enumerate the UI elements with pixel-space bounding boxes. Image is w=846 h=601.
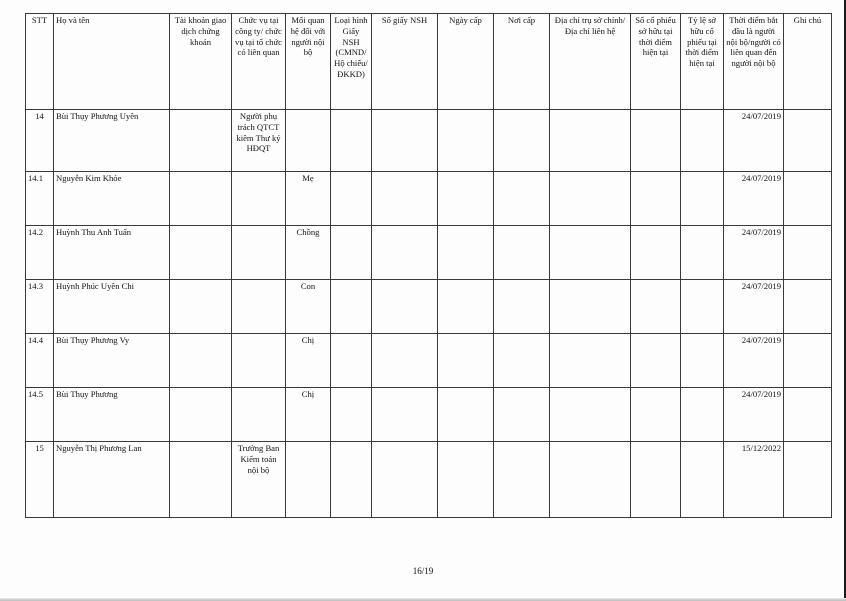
header-note: Ghi chú (784, 14, 832, 110)
cell-trading-account (170, 172, 232, 226)
cell-address (550, 110, 631, 172)
table-header-row (26, 14, 832, 110)
cell-issue-date (438, 442, 494, 518)
table-row (26, 388, 832, 442)
page-number: 16/19 (412, 566, 434, 576)
cell-issue-date (438, 226, 494, 280)
cell-address (550, 442, 631, 518)
cell-position: Trưởng Ban Kiểm toán nội bộ (232, 442, 286, 518)
cell-position (232, 334, 286, 388)
cell-stt: 14.3 (26, 280, 54, 334)
cell-ownership-ratio (681, 110, 724, 172)
cell-ownership-ratio (681, 442, 724, 518)
cell-id-number (372, 110, 438, 172)
cell-start-date: 24/07/2019 (724, 110, 784, 172)
table-row (26, 226, 832, 280)
table-row (26, 110, 832, 172)
cell-position (232, 280, 286, 334)
cell-issue-place (494, 442, 550, 518)
cell-stt: 14.5 (26, 388, 54, 442)
cell-issue-date (438, 172, 494, 226)
cell-address (550, 280, 631, 334)
cell-name: Bùi Thụy Phương (54, 388, 170, 442)
header-start-date: Thời điểm bắt đầu là người nội bộ/người có liên quan đến người nội bộ (724, 14, 784, 110)
cell-shares (631, 442, 681, 518)
cell-note (784, 110, 832, 172)
cell-issue-date (438, 280, 494, 334)
cell-ownership-ratio (681, 388, 724, 442)
cell-note (784, 172, 832, 226)
cell-issue-date (438, 334, 494, 388)
cell-ownership-ratio (681, 226, 724, 280)
cell-trading-account (170, 442, 232, 518)
cell-issue-place (494, 388, 550, 442)
cell-id-number (372, 172, 438, 226)
header-shares: Số cổ phiếu sở hữu tại thời điểm hiện tại (631, 14, 681, 110)
header-trading-account: Tài khoản giao dịch chứng khoán (170, 14, 232, 110)
cell-note (784, 442, 832, 518)
cell-address (550, 334, 631, 388)
cell-id-type (331, 280, 372, 334)
cell-trading-account (170, 388, 232, 442)
cell-note (784, 334, 832, 388)
cell-position (232, 226, 286, 280)
header-name: Họ và tên (54, 14, 170, 110)
cell-relation: Chị (286, 388, 331, 442)
cell-relation: Con (286, 280, 331, 334)
cell-trading-account (170, 226, 232, 280)
cell-start-date: 24/07/2019 (724, 280, 784, 334)
cell-id-number (372, 334, 438, 388)
cell-stt: 14.4 (26, 334, 54, 388)
header-id-number: Số giấy NSH (372, 14, 438, 110)
cell-relation: Chị (286, 334, 331, 388)
cell-position (232, 172, 286, 226)
cell-relation (286, 442, 331, 518)
table-row (26, 172, 832, 226)
cell-issue-date (438, 110, 494, 172)
cell-shares (631, 280, 681, 334)
cell-name: Nguyễn Kim Khỏe (54, 172, 170, 226)
cell-note (784, 226, 832, 280)
header-position: Chức vụ tại công ty/ chức vụ tại tổ chức có liên quan (232, 14, 286, 110)
header-issue-place: Nơi cấp (494, 14, 550, 110)
cell-shares (631, 388, 681, 442)
cell-name: Bùi Thụy Phương Vy (54, 334, 170, 388)
cell-start-date: 15/12/2022 (724, 442, 784, 518)
cell-note (784, 280, 832, 334)
cell-ownership-ratio (681, 172, 724, 226)
cell-trading-account (170, 110, 232, 172)
cell-relation (286, 110, 331, 172)
cell-shares (631, 334, 681, 388)
cell-issue-place (494, 110, 550, 172)
cell-issue-place (494, 280, 550, 334)
cell-name: Huỳnh Thu Anh Tuấn (54, 226, 170, 280)
cell-relation: Chồng (286, 226, 331, 280)
cell-ownership-ratio (681, 334, 724, 388)
cell-relation: Mẹ (286, 172, 331, 226)
cell-id-type (331, 442, 372, 518)
cell-issue-date (438, 388, 494, 442)
table-row (26, 442, 832, 518)
cell-trading-account (170, 280, 232, 334)
insider-table (25, 13, 832, 518)
cell-id-type (331, 172, 372, 226)
cell-id-type (331, 388, 372, 442)
header-issue-date: Ngày cấp (438, 14, 494, 110)
cell-issue-place (494, 334, 550, 388)
cell-name: Huỳnh Phúc Uyên Chi (54, 280, 170, 334)
table-row (26, 334, 832, 388)
cell-issue-place (494, 172, 550, 226)
cell-id-number (372, 388, 438, 442)
cell-address (550, 226, 631, 280)
header-ownership-ratio: Tỷ lệ sở hữu cổ phiếu tại thời điểm hiện tại (681, 14, 724, 110)
cell-shares (631, 110, 681, 172)
cell-position: Người phụ trách QTCT kiêm Thư ký HĐQT (232, 110, 286, 172)
cell-start-date: 24/07/2019 (724, 388, 784, 442)
cell-stt: 14.1 (26, 172, 54, 226)
cell-start-date: 24/07/2019 (724, 172, 784, 226)
header-stt: STT (26, 14, 54, 110)
cell-stt: 14 (26, 110, 54, 172)
header-id-type: Loại hình Giấy NSH (CMND/ Hộ chiếu/ ĐKKD) (331, 14, 372, 110)
cell-issue-place (494, 226, 550, 280)
cell-position (232, 388, 286, 442)
cell-id-number (372, 280, 438, 334)
cell-name: Bùi Thụy Phương Uyên (54, 110, 170, 172)
table-row (26, 280, 832, 334)
cell-id-number (372, 226, 438, 280)
header-address: Địa chỉ trụ sở chính/Địa chỉ liên hệ (550, 14, 631, 110)
cell-trading-account (170, 334, 232, 388)
cell-stt: 14.2 (26, 226, 54, 280)
cell-id-number (372, 442, 438, 518)
header-relation: Mối quan hệ đối với người nội bộ (286, 14, 331, 110)
cell-name: Nguyễn Thị Phương Lan (54, 442, 170, 518)
cell-note (784, 388, 832, 442)
cell-address (550, 172, 631, 226)
cell-ownership-ratio (681, 280, 724, 334)
cell-shares (631, 172, 681, 226)
cell-address (550, 388, 631, 442)
cell-id-type (331, 334, 372, 388)
cell-id-type (331, 226, 372, 280)
cell-start-date: 24/07/2019 (724, 334, 784, 388)
cell-id-type (331, 110, 372, 172)
cell-start-date: 24/07/2019 (724, 226, 784, 280)
cell-shares (631, 226, 681, 280)
cell-stt: 15 (26, 442, 54, 518)
